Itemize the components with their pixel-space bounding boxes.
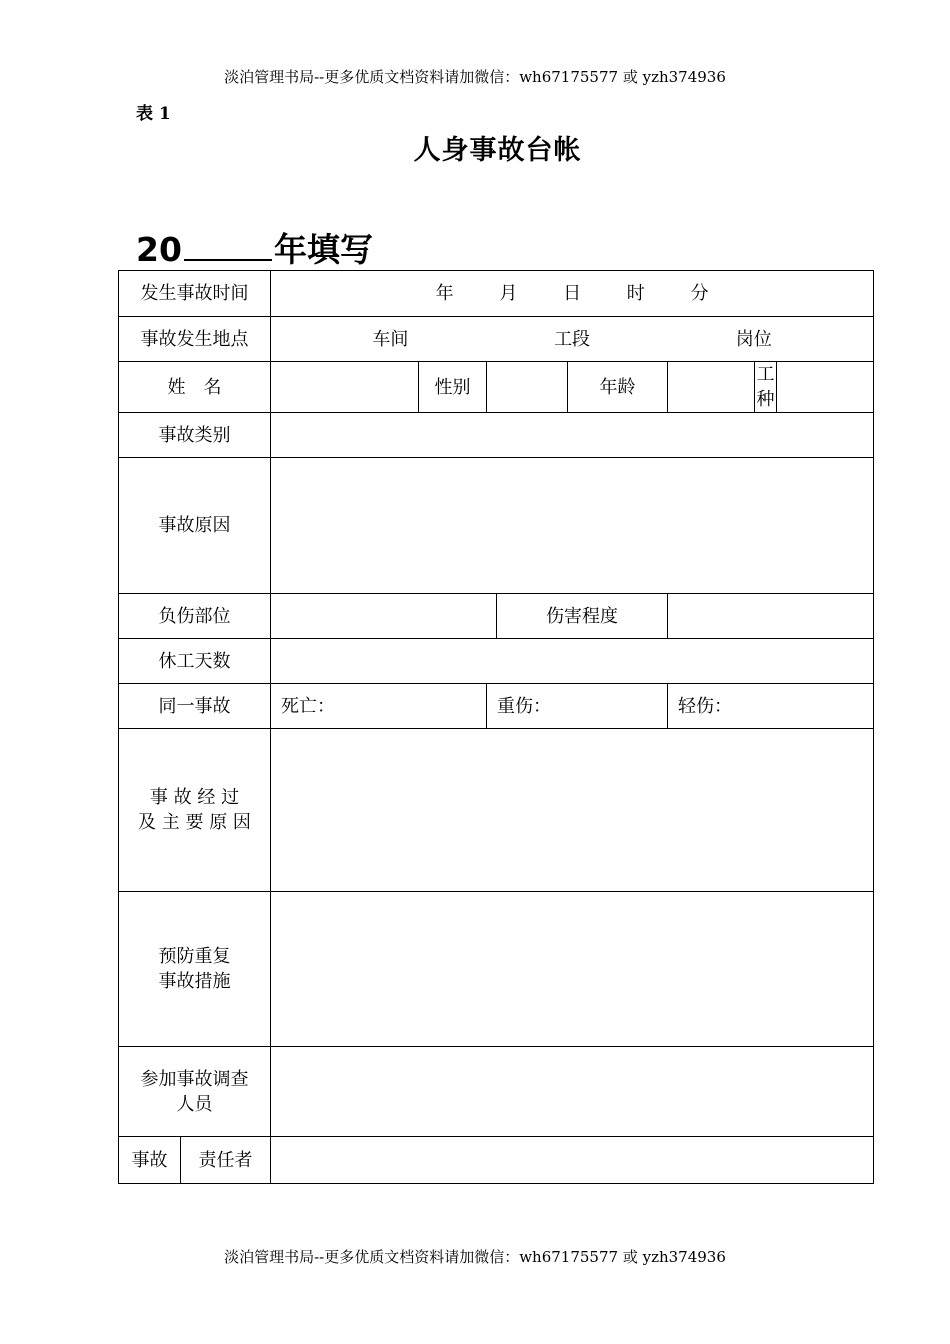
prevent-label: [119, 892, 271, 1047]
investigators-label: [119, 1047, 271, 1137]
category-label: 事故类别: [119, 413, 271, 458]
prevent-label-line1: 预防重复: [158, 946, 231, 967]
investigators-field[interactable]: [271, 1047, 874, 1137]
gender-label: 性别: [419, 362, 487, 413]
death-field[interactable]: 死亡：: [271, 684, 487, 729]
name-field[interactable]: [271, 362, 419, 413]
unit-day: 日: [563, 283, 582, 304]
name-label: 姓 名: [119, 362, 271, 413]
responsible-label: 责任者: [181, 1137, 271, 1184]
age-field[interactable]: [668, 362, 755, 413]
table-row: [119, 362, 874, 413]
unit-minute: 分: [690, 283, 709, 304]
unit-section: 工段: [554, 328, 591, 350]
year-prefix: 20: [136, 230, 182, 269]
process-label: [119, 729, 271, 892]
header-note: 淡泊管理书局--更多优质文档资料请加微信：wh67175577 或 yzh374936: [224, 68, 726, 86]
accident-short-label: 事故: [119, 1137, 181, 1184]
injury-degree-label: 伤害程度: [497, 594, 668, 639]
table-row: [119, 317, 874, 362]
cause-field[interactable]: [271, 458, 874, 594]
place-value-cell[interactable]: [271, 317, 874, 362]
table-row: [119, 684, 874, 729]
investigators-label-line2: 人员: [176, 1093, 213, 1115]
year-suffix: 年填写: [273, 230, 373, 269]
table-row: [119, 729, 874, 892]
year-blank[interactable]: [184, 231, 272, 261]
process-field[interactable]: [271, 729, 874, 892]
gender-field[interactable]: [487, 362, 568, 413]
table-row: [119, 271, 874, 317]
job-field[interactable]: [777, 362, 874, 413]
unit-workshop: 车间: [372, 328, 409, 350]
process-label-line1: 事 故 经 过: [149, 787, 240, 808]
accident-form-table: [118, 270, 874, 1184]
page-title: 人身事故台帐: [413, 135, 582, 166]
prevent-label-line2: 事故措施: [158, 971, 231, 992]
table-number: 表 1: [136, 104, 171, 124]
table-row: [119, 413, 874, 458]
table-row: [119, 639, 874, 684]
time-label: 发生事故时间: [119, 271, 271, 317]
unit-month: 月: [499, 283, 518, 304]
unit-post: 岗位: [735, 328, 772, 350]
cause-label: 事故原因: [119, 458, 271, 594]
process-label-line2: 及 主 要 原 因: [138, 812, 251, 833]
table-row: [119, 458, 874, 594]
table-row: [119, 594, 874, 639]
place-label: 事故发生地点: [119, 317, 271, 362]
unit-hour: 时: [626, 283, 645, 304]
prevent-field[interactable]: [271, 892, 874, 1047]
table-row: [119, 1137, 874, 1184]
injury-part-label: 负伤部位: [119, 594, 271, 639]
table-row: [119, 892, 874, 1047]
serious-injury-field[interactable]: 重伤：: [487, 684, 668, 729]
job-label: 工种: [755, 362, 777, 413]
rest-days-label: 休工天数: [119, 639, 271, 684]
minor-injury-field[interactable]: 轻伤：: [668, 684, 874, 729]
category-field[interactable]: [271, 413, 874, 458]
injury-part-field[interactable]: [271, 594, 497, 639]
unit-year: 年: [435, 283, 454, 304]
rest-days-field[interactable]: [271, 639, 874, 684]
year-line: [136, 224, 373, 271]
same-accident-label: 同一事故: [119, 684, 271, 729]
investigators-label-line1: 参加事故调查: [140, 1068, 249, 1090]
table-row: [119, 1047, 874, 1137]
age-label: 年龄: [568, 362, 668, 413]
time-value-cell[interactable]: [271, 271, 874, 317]
responsible-field[interactable]: [271, 1137, 874, 1184]
footer-note: 淡泊管理书局--更多优质文档资料请加微信：wh67175577 或 yzh374936: [224, 1248, 726, 1266]
injury-degree-field[interactable]: [668, 594, 874, 639]
